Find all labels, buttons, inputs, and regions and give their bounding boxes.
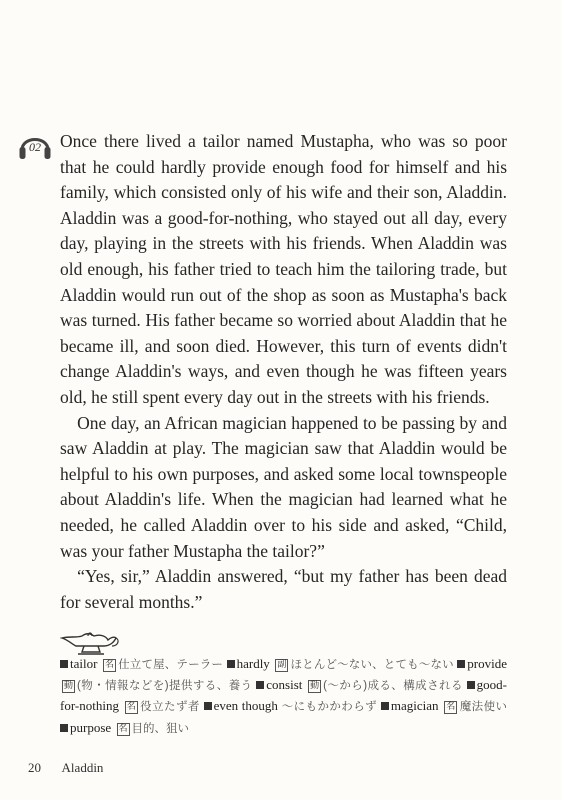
glossary-entry: consist 動 (〜から)成る、構成される [256, 678, 463, 692]
vocabulary-glossary [60, 654, 507, 739]
running-title: Aladdin [61, 760, 104, 775]
glossary-entry: tailor 名 仕立て屋、テーラー [60, 657, 223, 671]
glossary-entry: even though 〜にもかかわらず [204, 699, 378, 713]
audio-track-badge[interactable] [18, 128, 52, 162]
magic-lamp-icon [60, 630, 120, 656]
glossary-entry: magician 名 魔法使い [381, 699, 507, 713]
bullet-icon [227, 660, 235, 668]
bullet-icon [60, 660, 68, 668]
bullet-icon [60, 724, 68, 732]
story-text [60, 129, 507, 615]
bullet-icon [381, 702, 389, 710]
story-paragraph: One day, an African magician happened to be passing by and saw Aladdin at play. The magician saw that Aladdin would be helpful to his own purposes, and asked some local townspeople about Aladdin's life. When the magician had learned what he needed, he called Aladdin over to his side and asked, “Child, was your father Mustapha the tailor?” [60, 412, 507, 561]
bullet-icon [256, 681, 264, 689]
bullet-icon [457, 660, 465, 668]
glossary-entry: good-for-nothing 名 役立たず者 [60, 677, 507, 714]
page-footer [28, 760, 121, 776]
glossary-entry: purpose 名 目的、狙い [60, 721, 189, 735]
story-paragraph: Once there lived a tailor named Mustapha, who was so poor that he could hardly provide enough food for himself and his family, which consisted only of his wife and their son, Aladdin. Aladdin was a good-for-nothing, who stayed out all day, every day, playing in the streets with his friends. When Aladdin was old enough, his father tried to teach him the tailoring trade, but Aladdin would run out of the shop as soon as Mustapha's back was turned. His father became so worried about Aladdin that he became ill, and soon died. However, this turn of events didn't change Aladdin's ways, and even though he was fifteen years old, he still spent every day out in the streets with his friends. [60, 131, 507, 407]
glossary-entry: hardly 副 ほとんど〜ない、とても〜ない [227, 657, 454, 671]
glossary-entry: provide 動 (物・情報などを)提供する、養う [64, 656, 507, 693]
audio-track-number: 02 [29, 140, 41, 154]
bullet-icon [467, 681, 475, 689]
bullet-icon [204, 702, 212, 710]
story-paragraph: “Yes, sir,” Aladdin answered, “but my father has been dead for several months.” [60, 566, 507, 612]
page-number: 20 [28, 760, 41, 775]
